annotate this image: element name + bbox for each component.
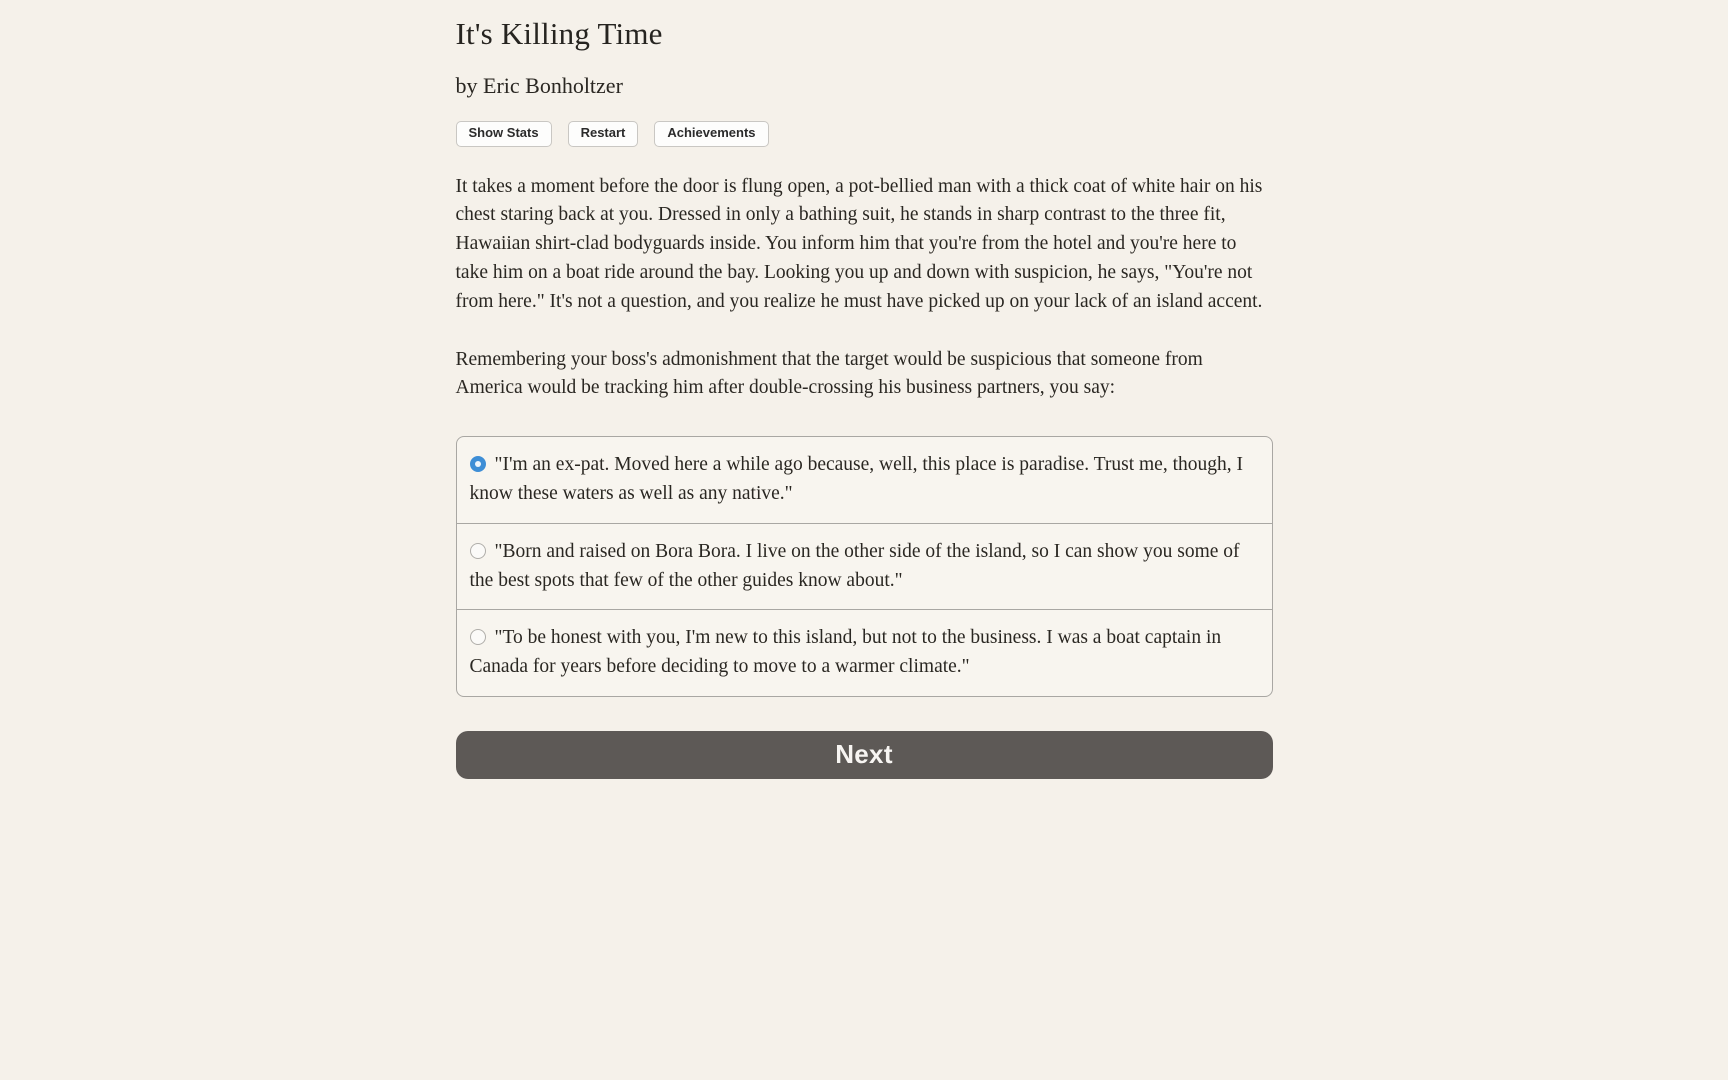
author-byline: by Eric Bonholtzer (455, 72, 623, 98)
story-paragraph-2: Remembering your boss's admonishment that the target would be suspicious that someone from America would be tracking him after double-crossing his business partners, you say: (455, 348, 1203, 399)
next-button[interactable]: Next (456, 731, 1273, 779)
story-paragraph-1: It takes a moment before the door is flung open, a pot-bellied man with a thick coat of white hair on his chest staring back at you. Dressed in only a bathing suit, he stands in sharp contrast to the three fit, Hawaiian shirt-clad bodyguards inside. You inform him that you're from the hotel and you're here to take him on a boat ride around the bay. Looking you up and down with suspicion, he says, "You're not from here." It's not a question, and you realize he must have picked up on your lack of an island accent. (455, 175, 1263, 312)
toolbar (456, 121, 1273, 147)
radio-button-icon[interactable] (470, 543, 486, 559)
choice-list (456, 436, 1273, 697)
game-page (456, 0, 1273, 779)
choice-option-2[interactable] (457, 523, 1272, 610)
show-stats-button[interactable]: Show Stats (456, 121, 552, 147)
page-title: It's Killing Time (455, 16, 663, 51)
choice-option-3[interactable] (457, 609, 1272, 696)
choice-option-label: "Born and raised on Bora Bora. I live on the other side of the island, so I can show you some of the best spots that few of the other guides know about." (469, 540, 1240, 591)
radio-button-icon[interactable] (470, 456, 486, 472)
choice-option-label: "I'm an ex-pat. Moved here a while ago because, well, this place is paradise. Trust me, though, I know these waters as well as any native." (469, 454, 1243, 504)
radio-button-icon[interactable] (470, 629, 486, 645)
choice-option-1[interactable] (457, 437, 1272, 523)
restart-button[interactable]: Restart (568, 121, 639, 147)
achievements-button[interactable]: Achievements (654, 121, 768, 147)
story-text (456, 173, 1273, 404)
choice-option-label: "To be honest with you, I'm new to this island, but not to the business. I was a boat captain in Canada for years before deciding to move to a warmer climate." (469, 627, 1222, 678)
